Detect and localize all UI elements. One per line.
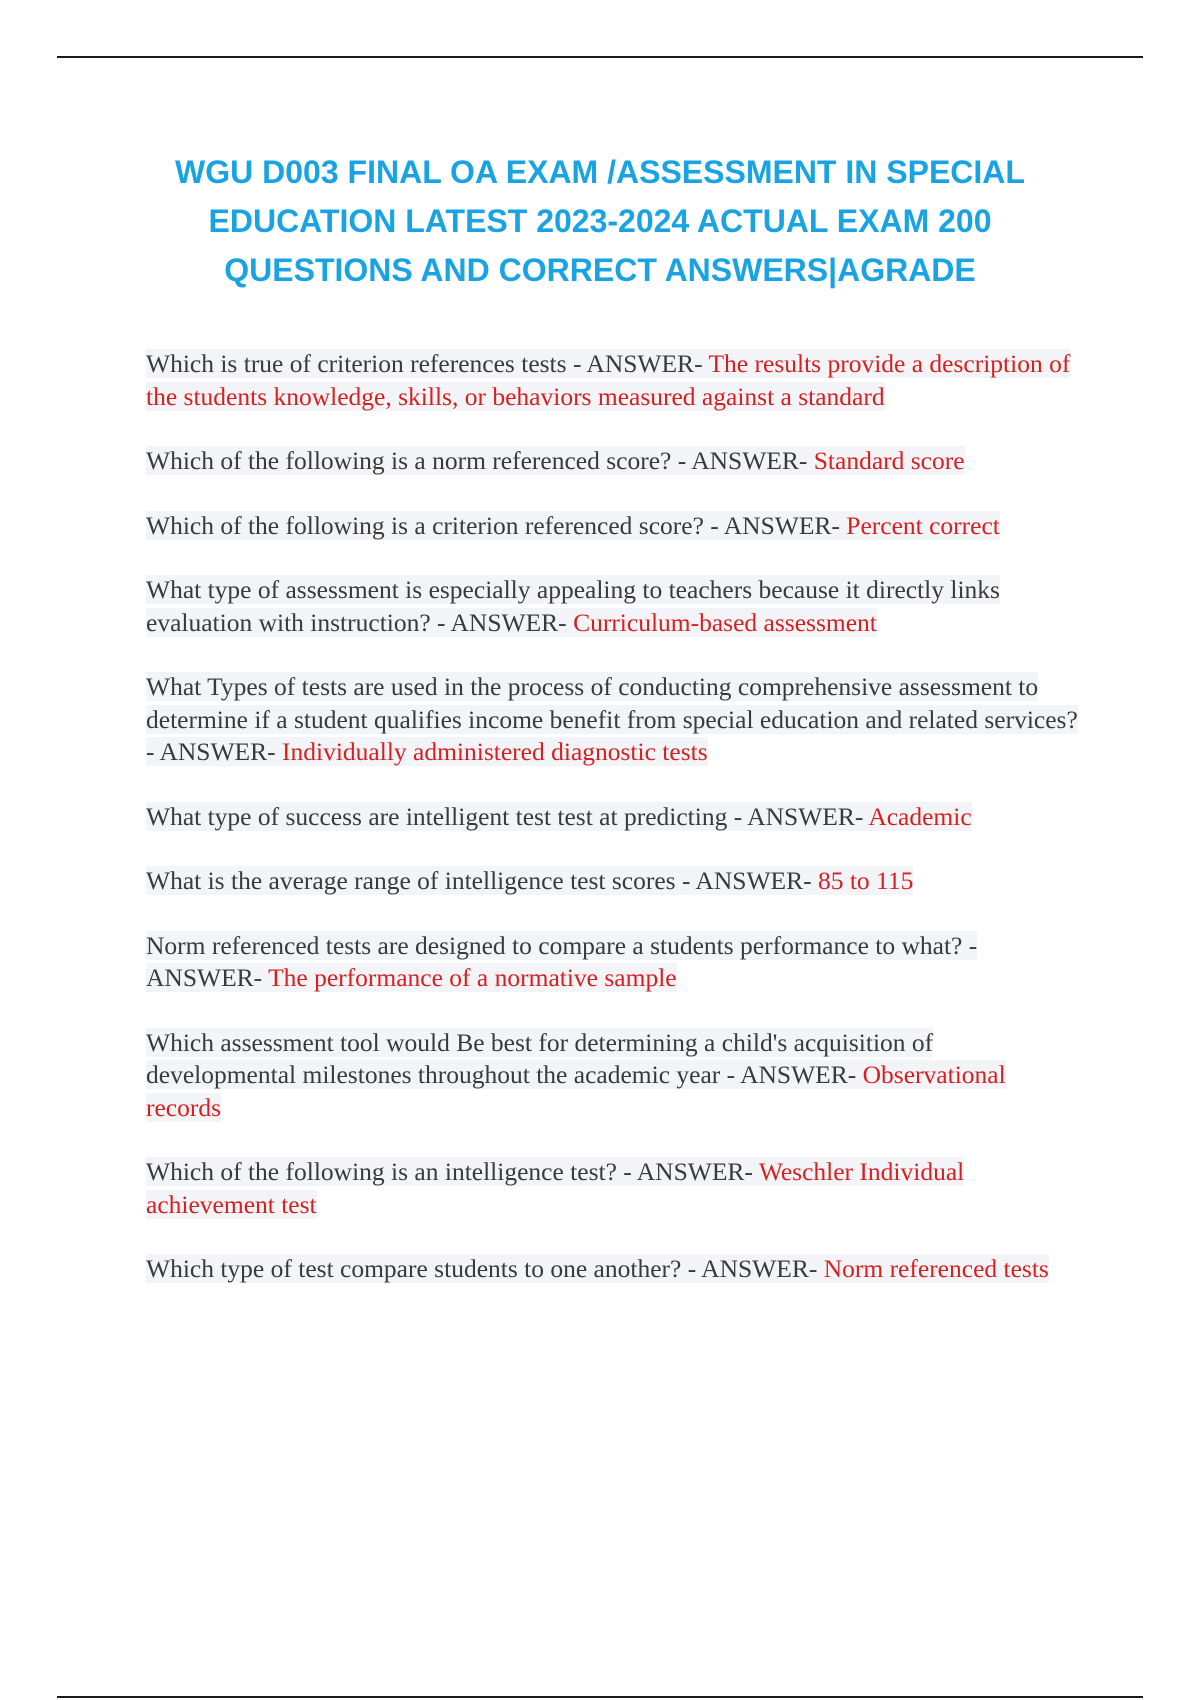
question-text: Which is true of criterion references tests - ANSWER- [146, 349, 709, 378]
question-text: Which type of test compare students to one another? - ANSWER- [146, 1254, 824, 1283]
question-text: What type of success are intelligent test test at predicting - ANSWER- [146, 801, 869, 831]
question-text: Which assessment tool would Be best for determining a child's acquisition of developmental milestones throughout the academic year - ANSWER- [146, 1027, 934, 1089]
answer-text: The performance of a normative sample [268, 963, 677, 992]
qa-item [146, 510, 1086, 543]
qa-item [146, 348, 1086, 413]
answer-text: Observational records [146, 1060, 1006, 1122]
answer-text: Individually administered diagnostic tests [282, 737, 708, 766]
answer-text: The results provide a description of the students knowledge, skills, or behaviors measured against a standard [146, 349, 1071, 411]
question-text: Which of the following is a criterion referenced score? - ANSWER- [146, 510, 847, 540]
qa-item [146, 671, 1086, 769]
answer-text: Curriculum-based assessment [573, 607, 877, 637]
question-text: Which of the following is a norm referenced score? - ANSWER- [146, 446, 814, 475]
document-title: WGU D003 FINAL OA EXAM /ASSESSMENT IN SPECIAL EDUCATION LATEST 2023-2024 ACTUAL EXAM 200 QUESTIONS AND CORRECT ANSWERS|AGRADE [175, 154, 1025, 288]
answer-text: Percent correct [846, 510, 1000, 540]
qa-item [146, 445, 1086, 478]
answer-text: Norm referenced tests [823, 1254, 1049, 1283]
qa-item [146, 865, 1086, 898]
answer-text: Standard score [813, 446, 965, 475]
qa-item [146, 801, 1086, 834]
qa-item [146, 574, 1086, 639]
qa-item [146, 1156, 1086, 1221]
qa-item [146, 930, 1086, 995]
answer-text: 85 to 115 [817, 866, 914, 895]
bottom-rule [57, 1696, 1143, 1698]
answer-text: Weschler Individual achievement test [146, 1157, 965, 1219]
qa-item [146, 1253, 1086, 1286]
question-text: Which of the following is an intelligence test? - ANSWER- [146, 1157, 759, 1186]
qa-item [146, 1027, 1086, 1125]
question-text: What type of assessment is especially appealing to teachers because it directly links evaluation with instruction? - ANSWER- [146, 575, 1000, 637]
question-text: What Types of tests are used in the process of conducting comprehensive assessment to determine if a student qualifies income benefit from special education and related services? - ANSWER- [146, 672, 1078, 766]
top-rule [57, 56, 1143, 58]
qa-list [146, 348, 1086, 1318]
answer-text: Academic [868, 801, 972, 831]
question-text: What is the average range of intelligence test scores - ANSWER- [146, 866, 818, 895]
question-text: Norm referenced tests are designed to compare a students performance to what? - ANSWER- [146, 930, 978, 992]
